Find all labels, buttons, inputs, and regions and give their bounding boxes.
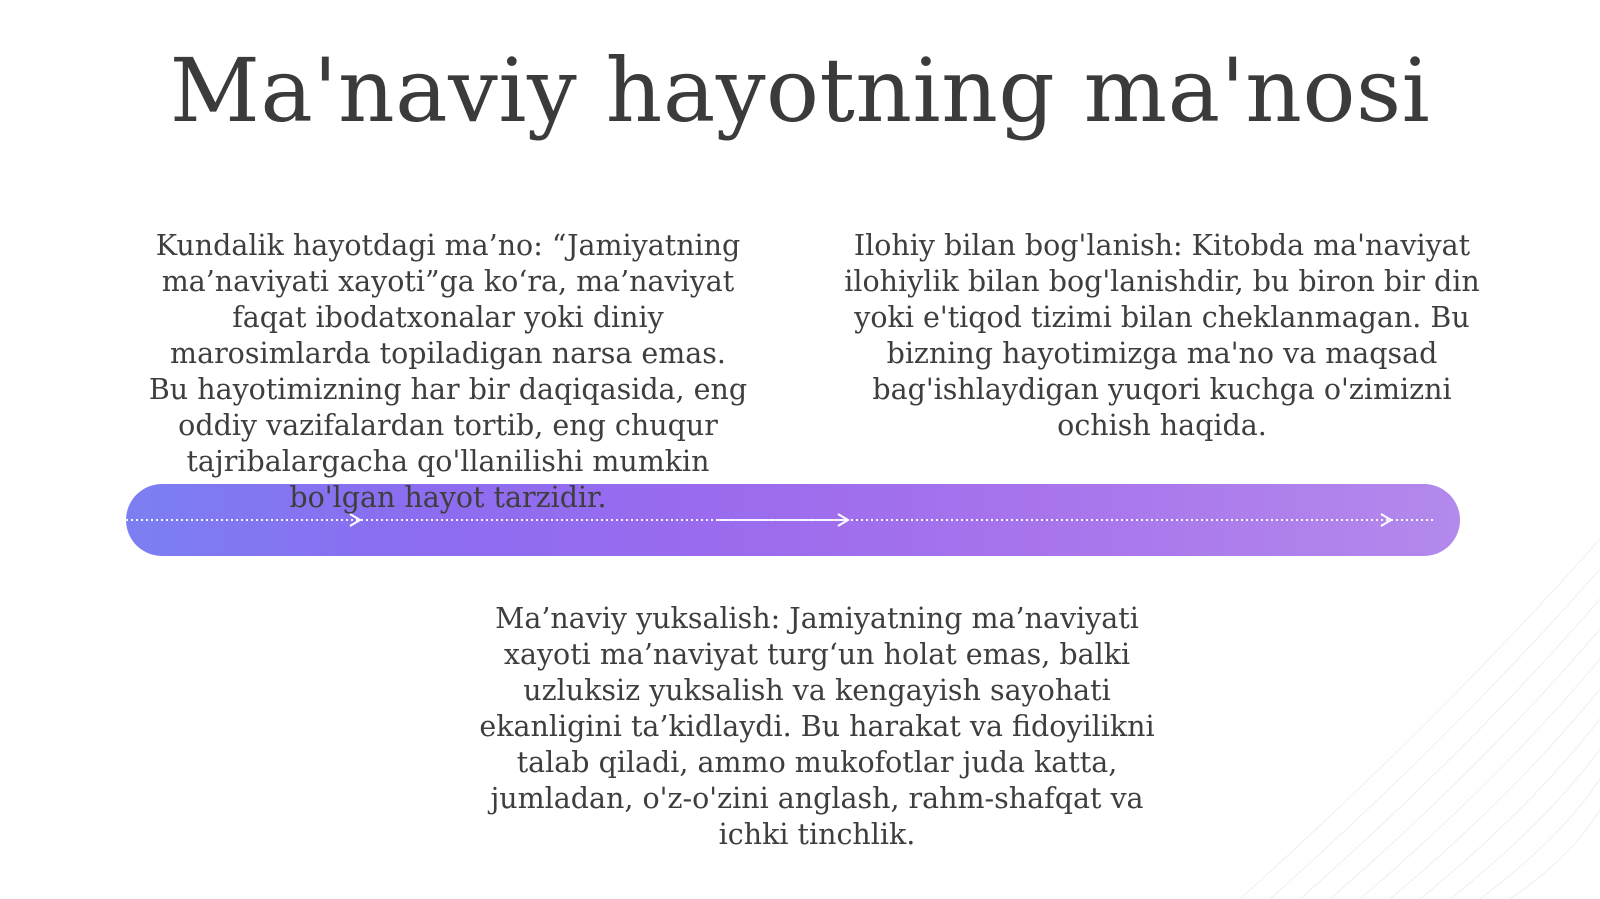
point-spiritual-growth: Ma’naviy yuksalish: Jamiyatning ma’naviyati xayoti ma’naviyat turg‘un holat emas, balki uzluksiz yuksalish va kengayish sayohati ekanligini ta’kidlaydi. Bu harakat va fidoyilikni talab qiladi, ammo mukofotlar juda katta, jumladan, o'z-o'zini anglash, rahm-shafqat va ichki tinchlik. xyxy=(479,602,1155,851)
background-curve-lines xyxy=(1180,519,1600,899)
slide-title: Ma'naviy hayotning ma'nosi xyxy=(169,39,1431,142)
point-divine-connection: Ilohiy bilan bog'lanish: Kitobda ma'naviyat ilohiylik bilan bog'lanishdir, bu biron bir din yoki e'tiqod tizimi bilan cheklanmagan. Bu bizning hayotimizga ma'no va maqsad bag'ishlaydigan yuqori kuchga o'zimizni ochish haqida. xyxy=(844,229,1480,442)
point-everyday-meaning: Kundalik hayotdagi ma’no: “Jamiyatning ma’naviyati xayoti”ga ko‘ra, ma’naviyat faqat ibodatxonalar yoki diniy marosimlarda topiladigan narsa emas. Bu hayotimizning har bir daqiqasida, eng oddiy vazifalardan tortib, eng chuqur tajribalargacha qo'llanilishi mumkin bo'lgan hayot tarzidir. xyxy=(148,229,748,514)
